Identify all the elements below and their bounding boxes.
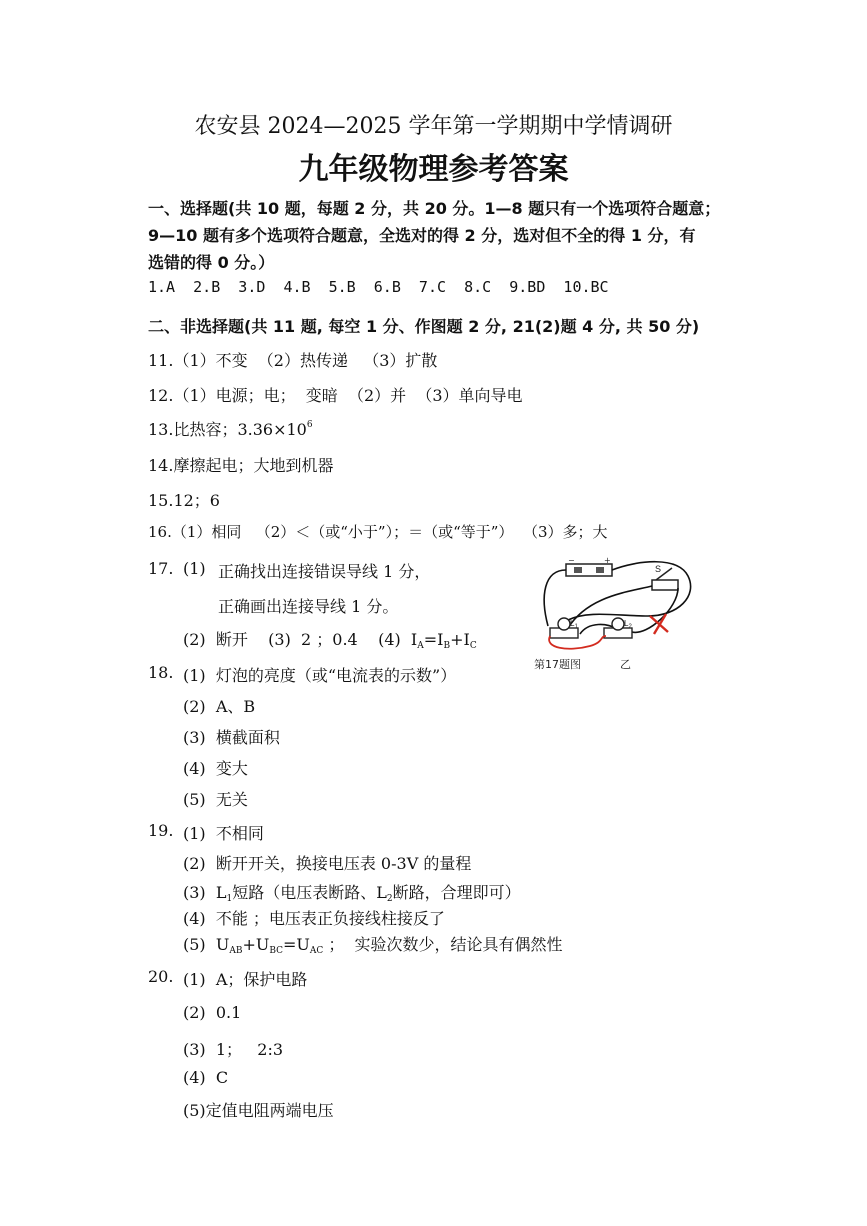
- answer-17-number: 17.: [148, 559, 174, 578]
- bulb-l1-icon: [550, 618, 578, 638]
- battery-icon: [566, 556, 612, 576]
- answer-20-item: (5)定值电阻两端电压: [183, 1101, 334, 1120]
- answer-19-item5: (5) $U_{AB}+U_{BC}=U_{AC}$ ； 实验次数少，结论具有偶然性: [183, 935, 563, 956]
- answer-13: 13.比热容；$3.36\times 10^6$: [148, 420, 313, 439]
- section2-heading: 二、非选择题(共 11 题, 每空 1 分、作图题 2 分, 21(2)题 4 分, 共 50 分): [148, 317, 700, 336]
- answer-20-item: (2) 0.1: [183, 1003, 242, 1022]
- circuit-figure-17: [528, 556, 708, 674]
- answer-16: 16.（1）相同 （2）＜（或“小于”）；＝（或“等于”） （3）多；大: [148, 523, 608, 541]
- answer-20-item: (3) 1； 2:3: [183, 1040, 284, 1059]
- switch-label: S: [655, 564, 662, 574]
- answer-20-number: 20.: [148, 967, 174, 986]
- answer-19-item3: (3) $L_1$短路（电压表断路、$L_2$断路，合理即可）: [183, 883, 521, 904]
- figure-caption: 第17题图: [534, 658, 581, 671]
- answer-19-number: 19.: [148, 821, 174, 840]
- answer-17-part1a: 正确找出连接错误导线 1 分，: [218, 562, 431, 581]
- answer-19-item1: (1) 不相同: [183, 824, 264, 843]
- answer-20-item: (4) C: [183, 1068, 229, 1087]
- answer-18-item: (3) 横截面积: [183, 728, 280, 747]
- choice-answers: 1.A 2.B 3.D 4.B 5.B 6.B 7.C 8.C 9.BD 10.BC: [148, 278, 609, 296]
- section1-heading-line3: 选错的得 0 分。）: [148, 253, 275, 272]
- answer-19-item2: (2) 断开开关，换接电压表 0-3V 的量程: [183, 854, 472, 873]
- svg-text:L2: $L_2$: [624, 619, 632, 630]
- svg-text:+: +: [604, 556, 611, 565]
- document-title: 九年级物理参考答案: [298, 152, 569, 187]
- answer-17-part2: (2) 断开 (3) 2 ；0.4 (4) $I_A=I_B+I_C$: [183, 630, 477, 651]
- answer-14: 14.摩擦起电；大地到机器: [148, 456, 334, 475]
- answer-17-part1-label: (1): [183, 559, 206, 578]
- bulb-l2-icon: [604, 618, 632, 638]
- current-formula: $I_A=I_B+I_C$: [410, 630, 477, 651]
- answer-18-item: (2) A、B: [183, 697, 256, 716]
- answer-19-item4: (4) 不能 ；电压表正负接线柱接反了: [183, 909, 445, 928]
- answer-18-item: (1) 灯泡的亮度（或“电流表的示数”）: [183, 666, 457, 685]
- figure-yi-label: 乙: [620, 658, 631, 671]
- svg-text:−: −: [568, 556, 575, 565]
- answer-12: 12.（1）电源；电； 变暗 （2）并 （3）单向导电: [148, 386, 523, 405]
- answer-18-item: (5) 无关: [183, 790, 248, 809]
- document-subtitle: 农安县 2024—2025 学年第一学期期中学情调研: [194, 114, 673, 139]
- answer-15: 15.12；6: [148, 491, 220, 510]
- answer-18-item: (4) 变大: [183, 759, 248, 778]
- section1-heading-line1: 一、选择题(共 10 题，每题 2 分，共 20 分。1—8 题只有一个选项符合题意；: [148, 199, 721, 218]
- answer-18-number: 18.: [148, 663, 174, 682]
- svg-text:L1: $L_1$: [570, 619, 578, 630]
- switch-icon: [652, 564, 678, 590]
- answer-11: 11.（1）不变 （2）热传递 （3）扩散: [148, 351, 438, 370]
- answer-17-part1b: 正确画出连接导线 1 分。: [218, 597, 399, 616]
- section1-heading-line2: 9—10 题有多个选项符合题意，全选对的得 2 分，选对但不全的得 1 分，有: [148, 226, 696, 245]
- red-cross-mark-icon: [650, 614, 668, 634]
- answer-20-item: (1) A；保护电路: [183, 970, 308, 989]
